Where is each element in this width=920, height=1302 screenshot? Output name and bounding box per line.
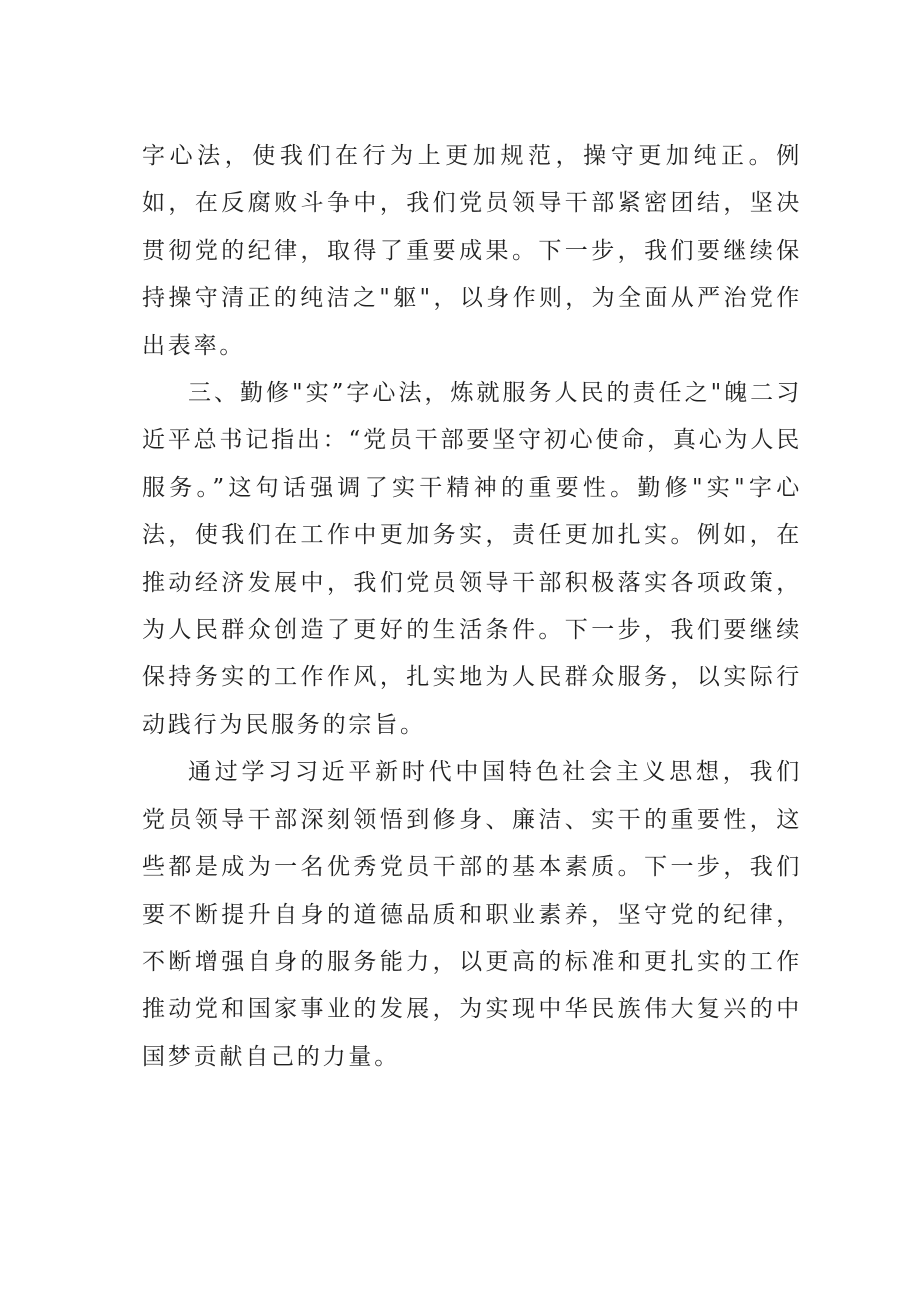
- paragraph-3: 通过学习习近平新时代中国特色社会主义思想，我们党员领导干部深刻领悟到修身、廉洁、实干的重要性，这些都是成为一名优秀党员干部的基本素质。下一步，我们要不断提升自身的道德品质和职业素养，坚守党的纪律，不断增强自身的服务能力，以更高的标准和更扎实的工作推动党和国家事业的发展，为实现中华民族伟大复兴的中国梦贡献自己的力量。: [142, 759, 802, 1070]
- paragraph-2: 三、勤修"实”字心法，炼就服务人民的责任之"魄二习近平总书记指出：“党员干部要坚守初心使命，真心为人民服务。”这句话强调了实干精神的重要性。勤修"实"字心法，使我们在工作中更加务实，责任更加扎实。例如，在推动经济发展中，我们党员领导干部积极落实各项政策，为人民群众创造了更好的生活条件。下一步，我们要继续保持务实的工作作风，扎实地为人民群众服务，以实际行动践行为民服务的宗旨。: [142, 380, 802, 738]
- document-body: [142, 133, 802, 1081]
- paragraph-1: 字心法，使我们在行为上更加规范，操守更加纯正。例如，在反腐败斗争中，我们党员领导干部紧密团结，坚决贯彻党的纪律，取得了重要成果。下一步，我们要继续保持操守清正的纯洁之"躯"，以身作则，为全面从严治党作出表率。: [142, 143, 802, 359]
